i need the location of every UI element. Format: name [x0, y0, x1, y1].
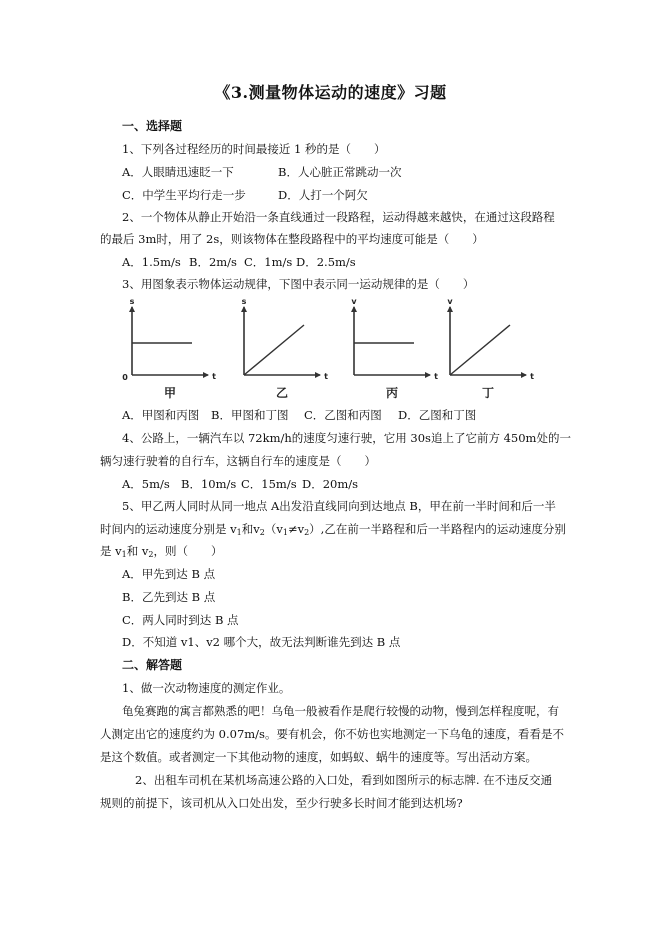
- option-3d: D．乙图和丁图: [398, 408, 477, 422]
- question-5-line1: 5、甲乙两人同时从同一地点 A出发沿直线同向到达地点 B，甲在前一半时间和后一半: [122, 499, 556, 513]
- question-3-stem: 3、用图象表示物体运动规律，下图中表示同一运动规律的是（ ）: [122, 277, 475, 291]
- graph-data-line: [450, 325, 510, 375]
- option-5a: A．甲先到达 B 点: [122, 567, 216, 581]
- subscript: 1: [282, 528, 288, 537]
- option-2b: B．2m/s: [189, 255, 237, 269]
- graph-caption: 甲: [163, 386, 177, 400]
- graph-y-arrow: [447, 306, 453, 312]
- option-2d: D．2.5m/s: [296, 255, 356, 269]
- graph-x-label: t: [530, 372, 534, 381]
- answer-2-line1: 2、出租车司机在某机场高速公路的入口处，看到如图所示的标志牌. 在不违反交通: [135, 773, 553, 787]
- option-3c: C．乙图和丙图: [304, 408, 382, 422]
- graph-y-arrow: [241, 306, 247, 312]
- q5-text: 和 v: [126, 544, 149, 558]
- question-5-line3: [100, 543, 223, 563]
- graph-origin-label: 0: [122, 373, 128, 382]
- subscript: 2: [148, 550, 154, 559]
- question-2-options: [122, 254, 356, 270]
- q5-text: ）,乙在前一半路程和后一半路程内的运动速度分别: [309, 522, 566, 536]
- motion-graphs-svg: [122, 297, 552, 403]
- option-4c: C．15m/s: [241, 477, 297, 491]
- question-5-line2: [100, 521, 566, 541]
- page-title: 《3.测量物体运动的速度》习题: [214, 83, 447, 102]
- subscript: 2: [304, 528, 310, 537]
- q5-text: 是 v: [100, 544, 122, 558]
- option-4b: B．10m/s: [181, 477, 237, 491]
- graph-x-arrow: [425, 372, 431, 378]
- answer-2-line2: 规则的前提下，该司机从入口处出发，至少行驶多长时间才能到达机场?: [100, 796, 463, 810]
- option-5d: D．不知道 v1、v2 哪个大，故无法判断谁先到达 B 点: [122, 635, 401, 649]
- answer-1-line3: 人测定出它的速度约为 0.07m/s。要有机会，你不妨也实地测定一下乌龟的速度，看看是不: [100, 727, 564, 741]
- graph-y-arrow: [129, 306, 135, 312]
- graph-caption: 乙: [275, 386, 289, 400]
- option-1c: C．中学生平均行走一步: [122, 188, 246, 202]
- motion-graphs-figure: [122, 297, 552, 403]
- question-1-options-row2: [122, 187, 368, 203]
- q5-text: 时间内的运动速度分别是 v: [100, 522, 237, 536]
- question-1-options-row1: [122, 164, 401, 180]
- option-5b: B．乙先到达 B 点: [122, 590, 216, 604]
- subscript: 1: [236, 528, 242, 537]
- graph-y-label: s: [241, 297, 247, 306]
- answer-1-line2: 龟兔赛跑的寓言都熟悉的吧！乌龟一般被看作是爬行较慢的动物，慢到怎样程度呢，有: [122, 704, 559, 718]
- option-1d: D．人打一个阿欠: [278, 188, 368, 202]
- graph-caption: 丁: [481, 386, 495, 400]
- q5-text: ≠v: [287, 522, 305, 536]
- question-1-stem: 1、下列各过程经历的时间最接近 1 秒的是（ ）: [122, 142, 386, 156]
- section-heading-choice: 一、选择题: [122, 119, 183, 133]
- option-4d: D．20m/s: [302, 477, 359, 491]
- question-4-line2: 辆匀速行驶着的自行车，这辆自行车的速度是（ ）: [100, 454, 376, 468]
- graph-x-label: t: [434, 372, 438, 381]
- graph-x-label: t: [324, 372, 328, 381]
- question-3-options: [122, 407, 476, 423]
- question-2-line2: 的最后 3m时，用了 2s，则该物体在整段路程中的平均速度可能是（ ）: [100, 232, 484, 246]
- graph-x-label: t: [212, 372, 216, 381]
- answer-1-line1: 1、做一次动物速度的测定作业。: [122, 681, 291, 695]
- option-1b: B．人心脏正常跳动一次: [278, 165, 402, 179]
- graph-y-arrow: [351, 306, 357, 312]
- question-2-line1: 2、一个物体从静止开始沿一条直线通过一段路程，运动得越来越快，在通过这段路程: [122, 210, 555, 224]
- graph-data-line: [244, 325, 304, 375]
- option-3a: A．甲图和丙图: [122, 408, 200, 422]
- option-1a: A．人眼睛迅速眨一下: [122, 165, 234, 179]
- subscript: 2: [259, 528, 265, 537]
- graph-y-label: v: [351, 297, 357, 306]
- option-3b: B．甲图和丁图: [211, 408, 289, 422]
- graph-y-label: v: [447, 297, 453, 306]
- graph-x-arrow: [521, 372, 527, 378]
- answer-1-line4: 是这个数值。或者测定一下其他动物的速度，如蚂蚁、蜗牛的速度等。写出活动方案。: [100, 750, 537, 764]
- section-heading-answer: 二、解答题: [122, 658, 183, 672]
- q5-text: ，则（ ）: [153, 544, 223, 558]
- question-4-line1: 4、公路上，一辆汽车以 72km/h的速度匀速行驶，它用 30s追上了它前方 450m处的一: [122, 431, 571, 445]
- option-2c: C．1m/s: [244, 255, 293, 269]
- graph-x-arrow: [315, 372, 321, 378]
- q5-text: 和v: [241, 522, 260, 536]
- graph-x-arrow: [203, 372, 209, 378]
- option-4a: A．5m/s: [122, 477, 170, 491]
- option-5c: C．两人同时到达 B 点: [122, 613, 239, 627]
- graph-y-label: s: [129, 297, 135, 306]
- question-4-options: [122, 476, 358, 492]
- q5-text: （v: [264, 522, 283, 536]
- graph-caption: 丙: [385, 386, 399, 400]
- subscript: 1: [121, 550, 127, 559]
- option-2a: A．1.5m/s: [122, 255, 181, 269]
